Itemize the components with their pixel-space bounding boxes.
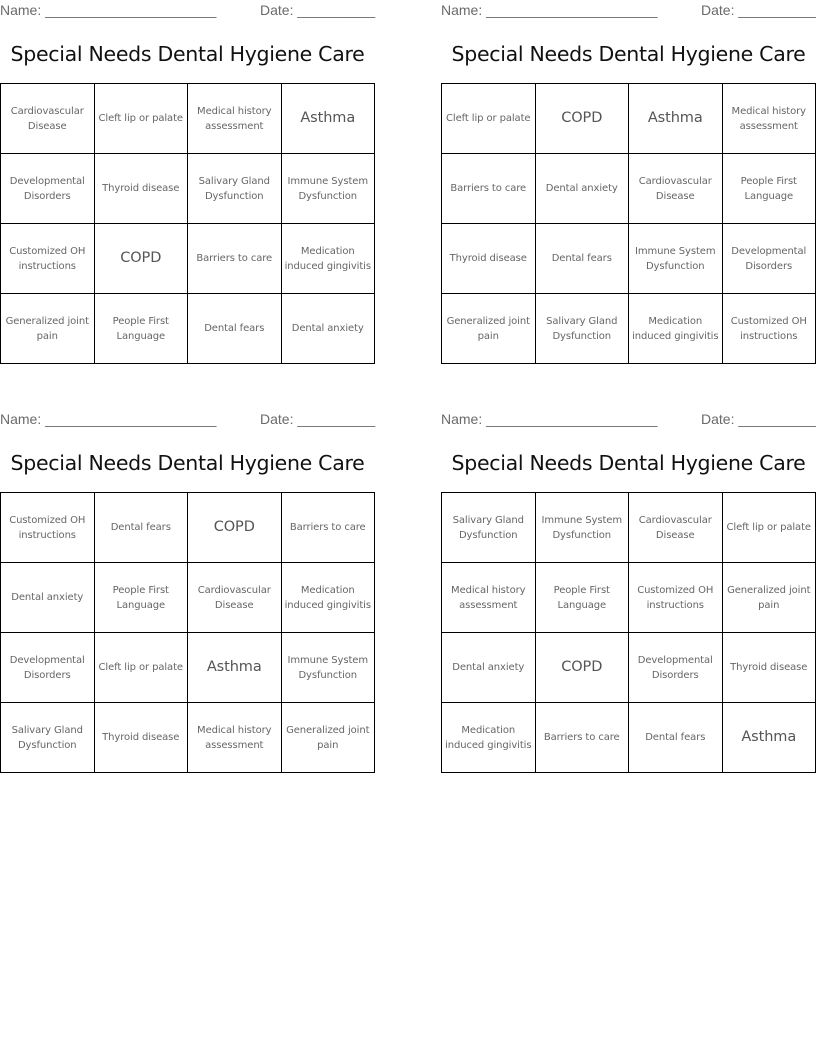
bingo-cell[interactable]: Generalized joint pain (1, 294, 95, 364)
bingo-cell[interactable]: Dental anxiety (1, 563, 95, 633)
card-header (441, 0, 816, 20)
card-header (0, 409, 375, 429)
bingo-cell[interactable]: Dental anxiety (281, 294, 375, 364)
card-header (441, 409, 816, 429)
bingo-cell[interactable]: Asthma (281, 84, 375, 154)
grid-row (442, 154, 816, 224)
bingo-cell[interactable]: Generalized joint pain (442, 294, 536, 364)
grid-row (1, 703, 375, 773)
grid-row (1, 563, 375, 633)
bingo-cell[interactable]: Developmental Disorders (1, 633, 95, 703)
bingo-cell[interactable]: Medication induced gingivitis (442, 703, 536, 773)
bingo-cell[interactable]: Medication induced gingivitis (281, 563, 375, 633)
bingo-cell[interactable]: COPD (535, 633, 629, 703)
bingo-cell[interactable]: Generalized joint pain (281, 703, 375, 773)
bingo-cell[interactable]: Immune System Dysfunction (629, 224, 723, 294)
grid-row (442, 84, 816, 154)
card-title: Special Needs Dental Hygiene Care (10, 451, 365, 475)
bingo-cell[interactable]: Cardiovascular Disease (1, 84, 95, 154)
grid-row (442, 563, 816, 633)
bingo-cell[interactable]: Cardiovascular Disease (629, 493, 723, 563)
bingo-grid (0, 83, 375, 364)
grid-row (1, 294, 375, 364)
bingo-cell[interactable]: Dental fears (535, 224, 629, 294)
bingo-cell[interactable]: Asthma (722, 703, 816, 773)
grid-row (1, 224, 375, 294)
bingo-cell[interactable]: Dental anxiety (535, 154, 629, 224)
bingo-cell[interactable]: Dental fears (629, 703, 723, 773)
name-field-label: Name: ______________________ (441, 411, 658, 427)
date-field-label: Date: __________ (701, 2, 816, 18)
bingo-cell[interactable]: Customized OH instructions (722, 294, 816, 364)
bingo-cell[interactable]: Immune System Dysfunction (535, 493, 629, 563)
grid-row (442, 224, 816, 294)
bingo-cell[interactable]: Cleft lip or palate (94, 84, 188, 154)
bingo-cell[interactable]: Barriers to care (535, 703, 629, 773)
date-field-label: Date: __________ (260, 411, 376, 427)
bingo-cell[interactable]: Cleft lip or palate (442, 84, 536, 154)
bingo-cell[interactable]: Salivary Gland Dysfunction (535, 294, 629, 364)
bingo-cell[interactable]: Cleft lip or palate (94, 633, 188, 703)
bingo-cell[interactable]: Barriers to care (442, 154, 536, 224)
bingo-cell[interactable]: Cardiovascular Disease (188, 563, 282, 633)
bingo-cell[interactable]: Medication induced gingivitis (281, 224, 375, 294)
bingo-cell[interactable]: Dental anxiety (442, 633, 536, 703)
name-field-label: Name: ______________________ (0, 2, 217, 18)
bingo-grid (0, 492, 375, 773)
bingo-cell[interactable]: Generalized joint pain (722, 563, 816, 633)
bingo-cell[interactable]: Medical history assessment (722, 84, 816, 154)
name-field-label: Name: ______________________ (0, 411, 217, 427)
bingo-cell[interactable]: Barriers to care (188, 224, 282, 294)
bingo-cell[interactable]: Customized OH instructions (629, 563, 723, 633)
bingo-cell[interactable]: Dental fears (94, 493, 188, 563)
bingo-cell[interactable]: Medical history assessment (442, 563, 536, 633)
card-title: Special Needs Dental Hygiene Care (451, 42, 806, 66)
bingo-cell[interactable]: Immune System Dysfunction (281, 154, 375, 224)
bingo-cell[interactable]: Thyroid disease (442, 224, 536, 294)
bingo-cell[interactable]: Thyroid disease (94, 154, 188, 224)
bingo-cell[interactable]: Developmental Disorders (1, 154, 95, 224)
bingo-cell[interactable]: Thyroid disease (722, 633, 816, 703)
grid-row (1, 154, 375, 224)
grid-row (442, 633, 816, 703)
card-header (0, 0, 375, 20)
bingo-cell[interactable]: People First Language (722, 154, 816, 224)
bingo-cell[interactable]: Customized OH instructions (1, 493, 95, 563)
bingo-cell[interactable]: Salivary Gland Dysfunction (442, 493, 536, 563)
bingo-cell[interactable]: Customized OH instructions (1, 224, 95, 294)
grid-row (1, 493, 375, 563)
bingo-cell[interactable]: COPD (188, 493, 282, 563)
grid-row (442, 294, 816, 364)
bingo-cell[interactable]: Cardiovascular Disease (629, 154, 723, 224)
bingo-cell[interactable]: COPD (94, 224, 188, 294)
grid-row (1, 633, 375, 703)
bingo-grid (441, 83, 816, 364)
bingo-cell[interactable]: Medication induced gingivitis (629, 294, 723, 364)
bingo-cell[interactable]: People First Language (94, 563, 188, 633)
bingo-cell[interactable]: COPD (535, 84, 629, 154)
card-title: Special Needs Dental Hygiene Care (451, 451, 806, 475)
bingo-cell[interactable]: Developmental Disorders (629, 633, 723, 703)
bingo-cell[interactable]: Dental fears (188, 294, 282, 364)
grid-row (442, 703, 816, 773)
date-field-label: Date: __________ (701, 411, 816, 427)
bingo-cell[interactable]: Developmental Disorders (722, 224, 816, 294)
bingo-cell[interactable]: Cleft lip or palate (722, 493, 816, 563)
bingo-cell[interactable]: Medical history assessment (188, 703, 282, 773)
bingo-cell[interactable]: Barriers to care (281, 493, 375, 563)
bingo-cell[interactable]: People First Language (535, 563, 629, 633)
bingo-cell[interactable]: Asthma (188, 633, 282, 703)
grid-row (442, 493, 816, 563)
bingo-cell[interactable]: Thyroid disease (94, 703, 188, 773)
bingo-cell[interactable]: Salivary Gland Dysfunction (1, 703, 95, 773)
card-title: Special Needs Dental Hygiene Care (10, 42, 365, 66)
bingo-cell[interactable]: Immune System Dysfunction (281, 633, 375, 703)
date-field-label: Date: __________ (260, 2, 376, 18)
name-field-label: Name: ______________________ (441, 2, 658, 18)
bingo-cell[interactable]: Medical history assessment (188, 84, 282, 154)
bingo-cell[interactable]: Salivary Gland Dysfunction (188, 154, 282, 224)
grid-row (1, 84, 375, 154)
bingo-grid (441, 492, 816, 773)
bingo-cell[interactable]: People First Language (94, 294, 188, 364)
bingo-cell[interactable]: Asthma (629, 84, 723, 154)
